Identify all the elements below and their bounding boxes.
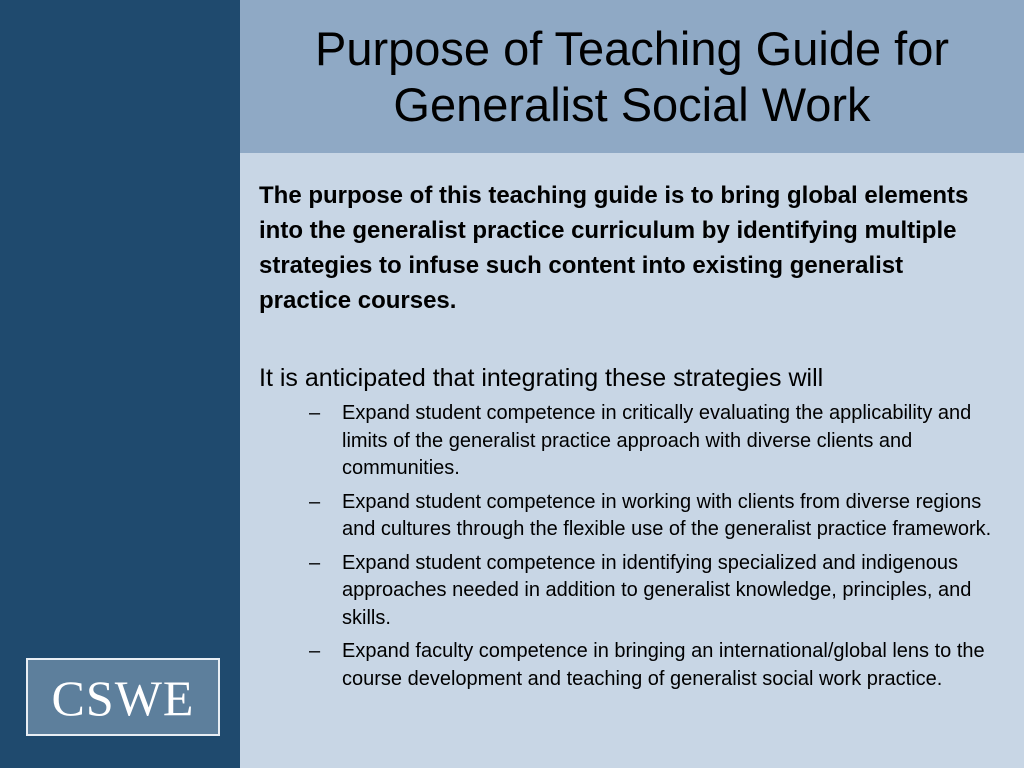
dash-marker: – xyxy=(309,640,321,662)
bullet-text: Expand student competence in identifying specialized and indigenous approaches needed in addition to generalist knowledge, principles, and skills. xyxy=(342,551,972,629)
bullet-item xyxy=(302,400,1002,483)
bullet-list xyxy=(302,400,1002,699)
cswe-logo-wordmark: CSWE xyxy=(51,670,195,726)
slide-title: Purpose of Teaching Guide for Generalist Social Work xyxy=(314,21,950,131)
cswe-logo-mark xyxy=(30,662,216,732)
lead-paragraph: The purpose of this teaching guide is to bring global elements into the generalist practice curriculum by identifying multiple strategies to infuse such content into existing generalist practice courses. xyxy=(259,182,969,314)
bullet-item xyxy=(302,638,1002,693)
bullet-item xyxy=(302,550,1002,633)
dash-marker: – xyxy=(309,551,321,574)
content-area xyxy=(240,153,1024,768)
intro-line: It is anticipated that integrating these strategies will xyxy=(259,364,824,392)
dash-marker: – xyxy=(309,402,321,424)
bullet-text: Expand student competence in working with clients from diverse regions and cultures through the flexible use of the generalist practice framework. xyxy=(342,490,992,540)
dash-marker: – xyxy=(309,490,321,513)
bullet-text: Expand faculty competence in bringing an international/global lens to the course development and teaching of generalist social work practice. xyxy=(342,640,985,690)
bullet-text: Expand student competence in critically evaluating the applicability and limits of the generalist practice approach with diverse clients and communities. xyxy=(342,402,972,479)
title-bar xyxy=(240,0,1024,153)
left-sidebar xyxy=(0,0,240,768)
cswe-logo xyxy=(26,658,220,736)
bullet-item xyxy=(302,489,1002,544)
